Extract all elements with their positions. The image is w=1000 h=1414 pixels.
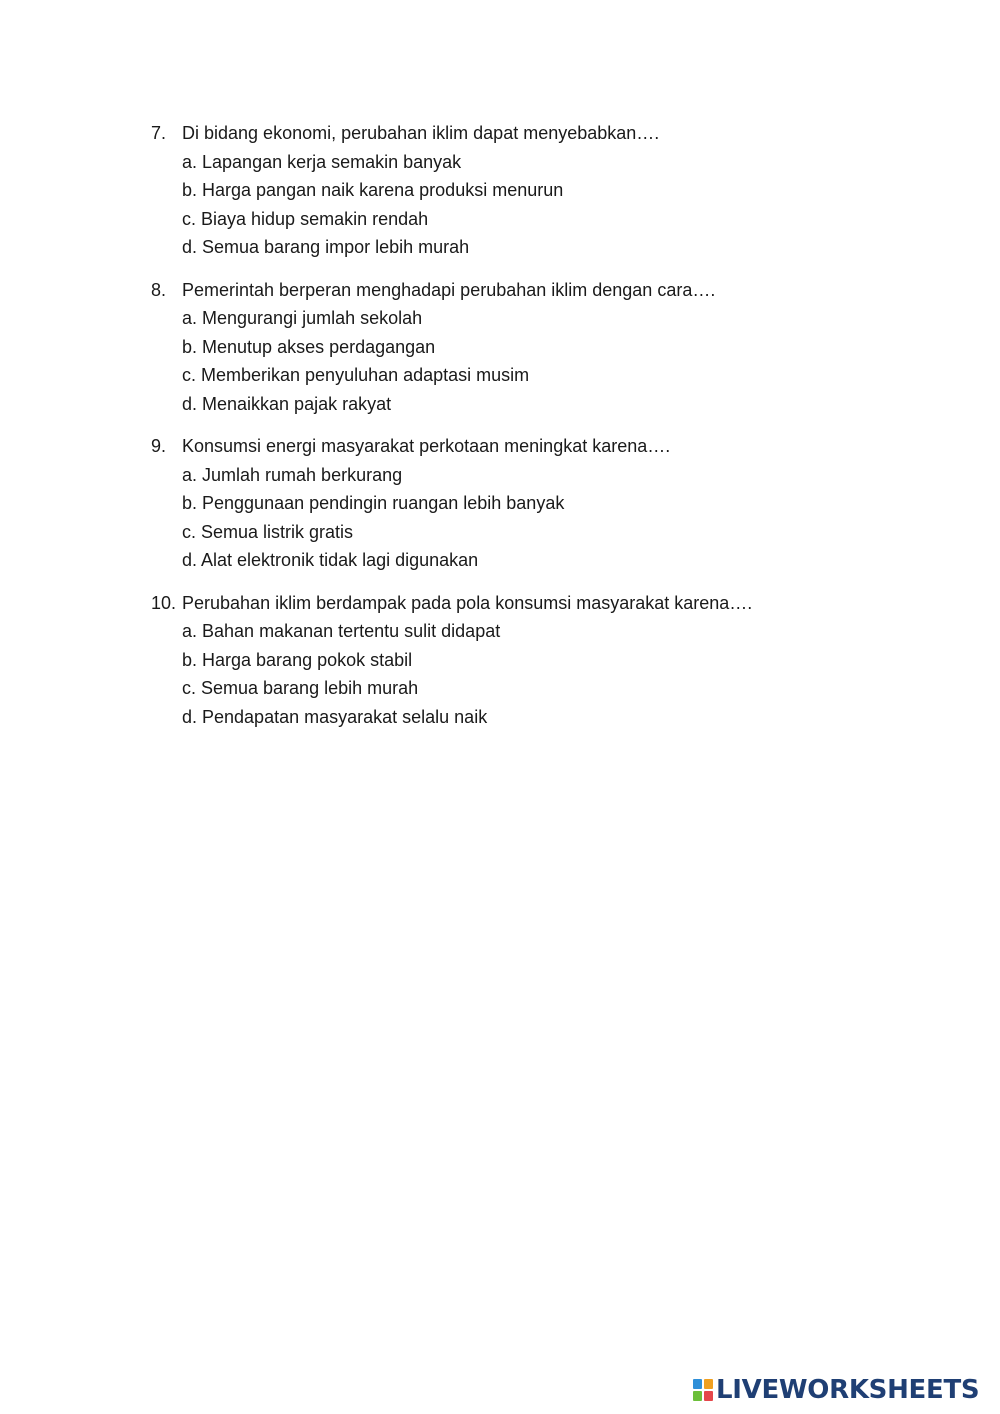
- question-text: Konsumsi energi masyarakat perkotaan meningkat karena….: [182, 436, 671, 456]
- option-list: [0, 148, 1000, 262]
- question-text: Di bidang ekonomi, perubahan iklim dapat menyebabkan….: [182, 123, 660, 143]
- option-list: [0, 617, 1000, 731]
- option-b: b. Harga pangan naik karena produksi menurun: [182, 180, 564, 200]
- worksheet: [0, 119, 1000, 745]
- question-stem: [0, 589, 1000, 618]
- option-c: c. Semua listrik gratis: [182, 521, 354, 542]
- question-text: Perubahan iklim berdampak pada pola konsumsi masyarakat karena….: [182, 592, 753, 613]
- question-7: [0, 119, 1000, 262]
- option-b: b. Penggunaan pendingin ruangan lebih banyak: [182, 493, 565, 513]
- logo-square-green: [693, 1391, 702, 1401]
- option-d: d. Alat elektronik tidak lagi digunakan: [182, 550, 479, 570]
- liveworksheets-logo-text: LIVEWORKSHEETS: [716, 1375, 980, 1405]
- question-number: 9.: [151, 436, 167, 456]
- logo-square-blue: [693, 1379, 702, 1389]
- question-stem: [0, 432, 1000, 461]
- option-c: c. Biaya hidup semakin rendah: [182, 208, 429, 229]
- question-number: 7.: [151, 123, 167, 143]
- option-d: d. Pendapatan masyarakat selalu naik: [182, 706, 488, 727]
- option-a: a. Lapangan kerja semakin banyak: [182, 151, 462, 172]
- logo-square-red: [704, 1391, 713, 1401]
- option-list: [0, 461, 1000, 575]
- logo-square-orange: [704, 1379, 713, 1389]
- option-b: b. Harga barang pokok stabil: [182, 649, 413, 670]
- option-a: a. Mengurangi jumlah sekolah: [182, 308, 423, 328]
- option-a: a. Bahan makanan tertentu sulit didapat: [182, 621, 501, 641]
- question-text: Pemerintah berperan menghadapi perubahan iklim dengan cara….: [182, 279, 716, 300]
- option-d: d. Menaikkan pajak rakyat: [182, 393, 392, 414]
- option-a: a. Jumlah rumah berkurang: [182, 464, 403, 485]
- question-number: 8.: [151, 279, 167, 300]
- question-8: [0, 276, 1000, 419]
- option-b: b. Menutup akses perdagangan: [182, 336, 436, 357]
- question-10: [0, 589, 1000, 732]
- question-9: [0, 432, 1000, 575]
- question-stem: [0, 276, 1000, 305]
- liveworksheets-logo[interactable]: [693, 1375, 979, 1405]
- option-c: c. Memberikan penyuluhan adaptasi musim: [182, 365, 530, 385]
- option-d: d. Semua barang impor lebih murah: [182, 237, 470, 257]
- option-c: c. Semua barang lebih murah: [182, 678, 419, 698]
- liveworksheets-logo-icon: [693, 1379, 713, 1401]
- question-stem: [0, 119, 1000, 148]
- question-number: 10.: [151, 592, 177, 613]
- option-list: [0, 304, 1000, 418]
